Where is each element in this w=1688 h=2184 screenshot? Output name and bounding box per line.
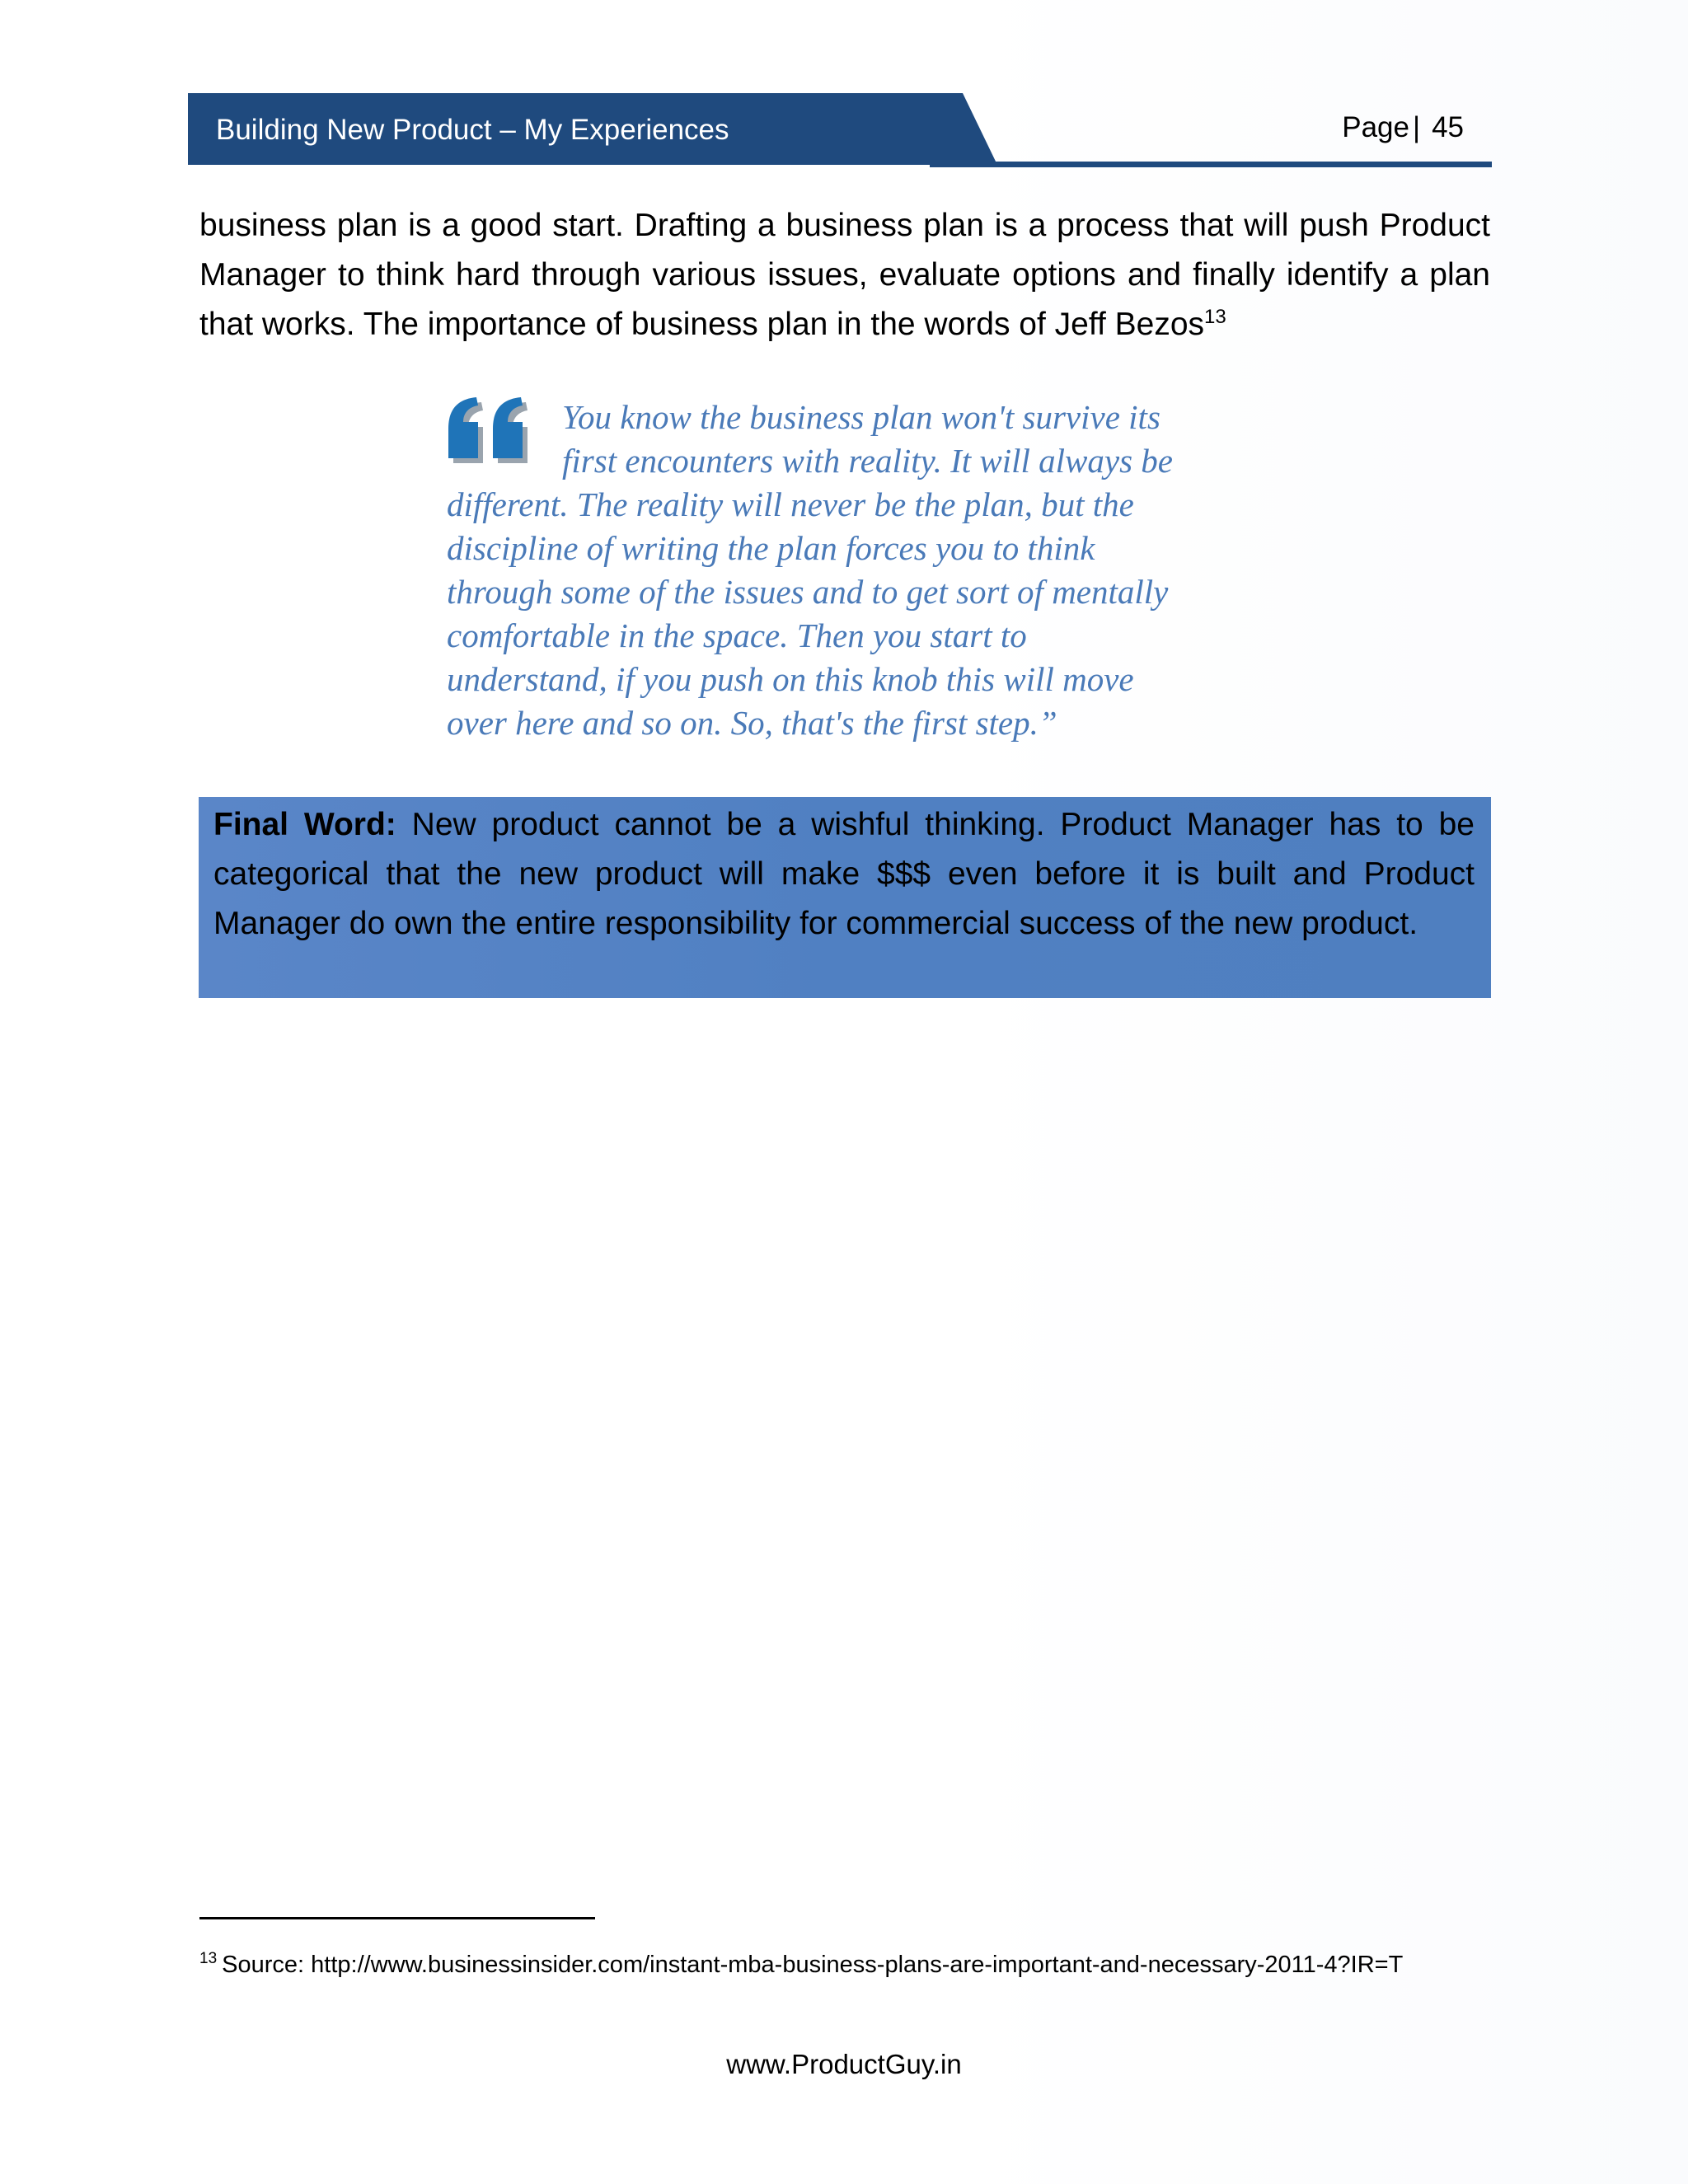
final-word-box	[199, 797, 1491, 998]
final-word-text	[213, 800, 1475, 949]
final-word-body: New product cannot be a wishful thinking. Product Manager has to be categorical that the new product will make $$$ even before it is built and Product Manager do own the entire responsibility for commercial success of the new product.	[213, 807, 1475, 941]
page-number-value: 45	[1432, 111, 1464, 143]
quote-line: You know the business plan won't survive its	[562, 398, 1160, 436]
footer-website-link[interactable]: www.ProductGuy.in	[726, 2049, 962, 2079]
footnote-reference[interactable]: 13	[1204, 306, 1226, 328]
page-number	[1342, 111, 1464, 144]
quote-line: discipline of writing the plan forces you to think	[447, 529, 1095, 567]
final-word-label: Final Word:	[213, 807, 396, 842]
quote-line: first encounters with reality. It will always be	[562, 442, 1174, 480]
footnote	[199, 1952, 1403, 1979]
quote-line: comfortable in the space. Then you start to	[447, 616, 1027, 654]
quote-line: through some of the issues and to get sort of mentally	[447, 573, 1169, 611]
page-label: Page	[1342, 111, 1409, 143]
quote-line: understand, if you push on this knob this will move	[447, 660, 1134, 698]
footnote-source-link[interactable]: Source: http://www.businessinsider.com/instant-mba-business-plans-are-important-and-necessary-2011-4?IR=T	[222, 1952, 1404, 1978]
document-title: Building New Product – My Experiences	[216, 114, 729, 146]
page-footer	[0, 2049, 1688, 2080]
bezos-quote	[447, 396, 1254, 750]
quote-line: different. The reality will never be the plan, but the	[447, 485, 1134, 523]
page-header	[188, 93, 1492, 167]
footnote-number: 13	[199, 1950, 218, 1968]
intro-text: business plan is a good start. Drafting a business plan is a process that will push Product Manager to think hard through various issues, evaluate options and finally identify a plan that works. The importance of business plan in the words of Jeff Bezos	[199, 208, 1490, 342]
quote-line: over here and so on. So, that's the first step.”	[447, 704, 1057, 742]
quote-marks-icon	[447, 396, 539, 465]
page-separator: |	[1412, 111, 1421, 143]
intro-paragraph	[199, 201, 1490, 349]
footnote-divider	[199, 1917, 595, 1919]
